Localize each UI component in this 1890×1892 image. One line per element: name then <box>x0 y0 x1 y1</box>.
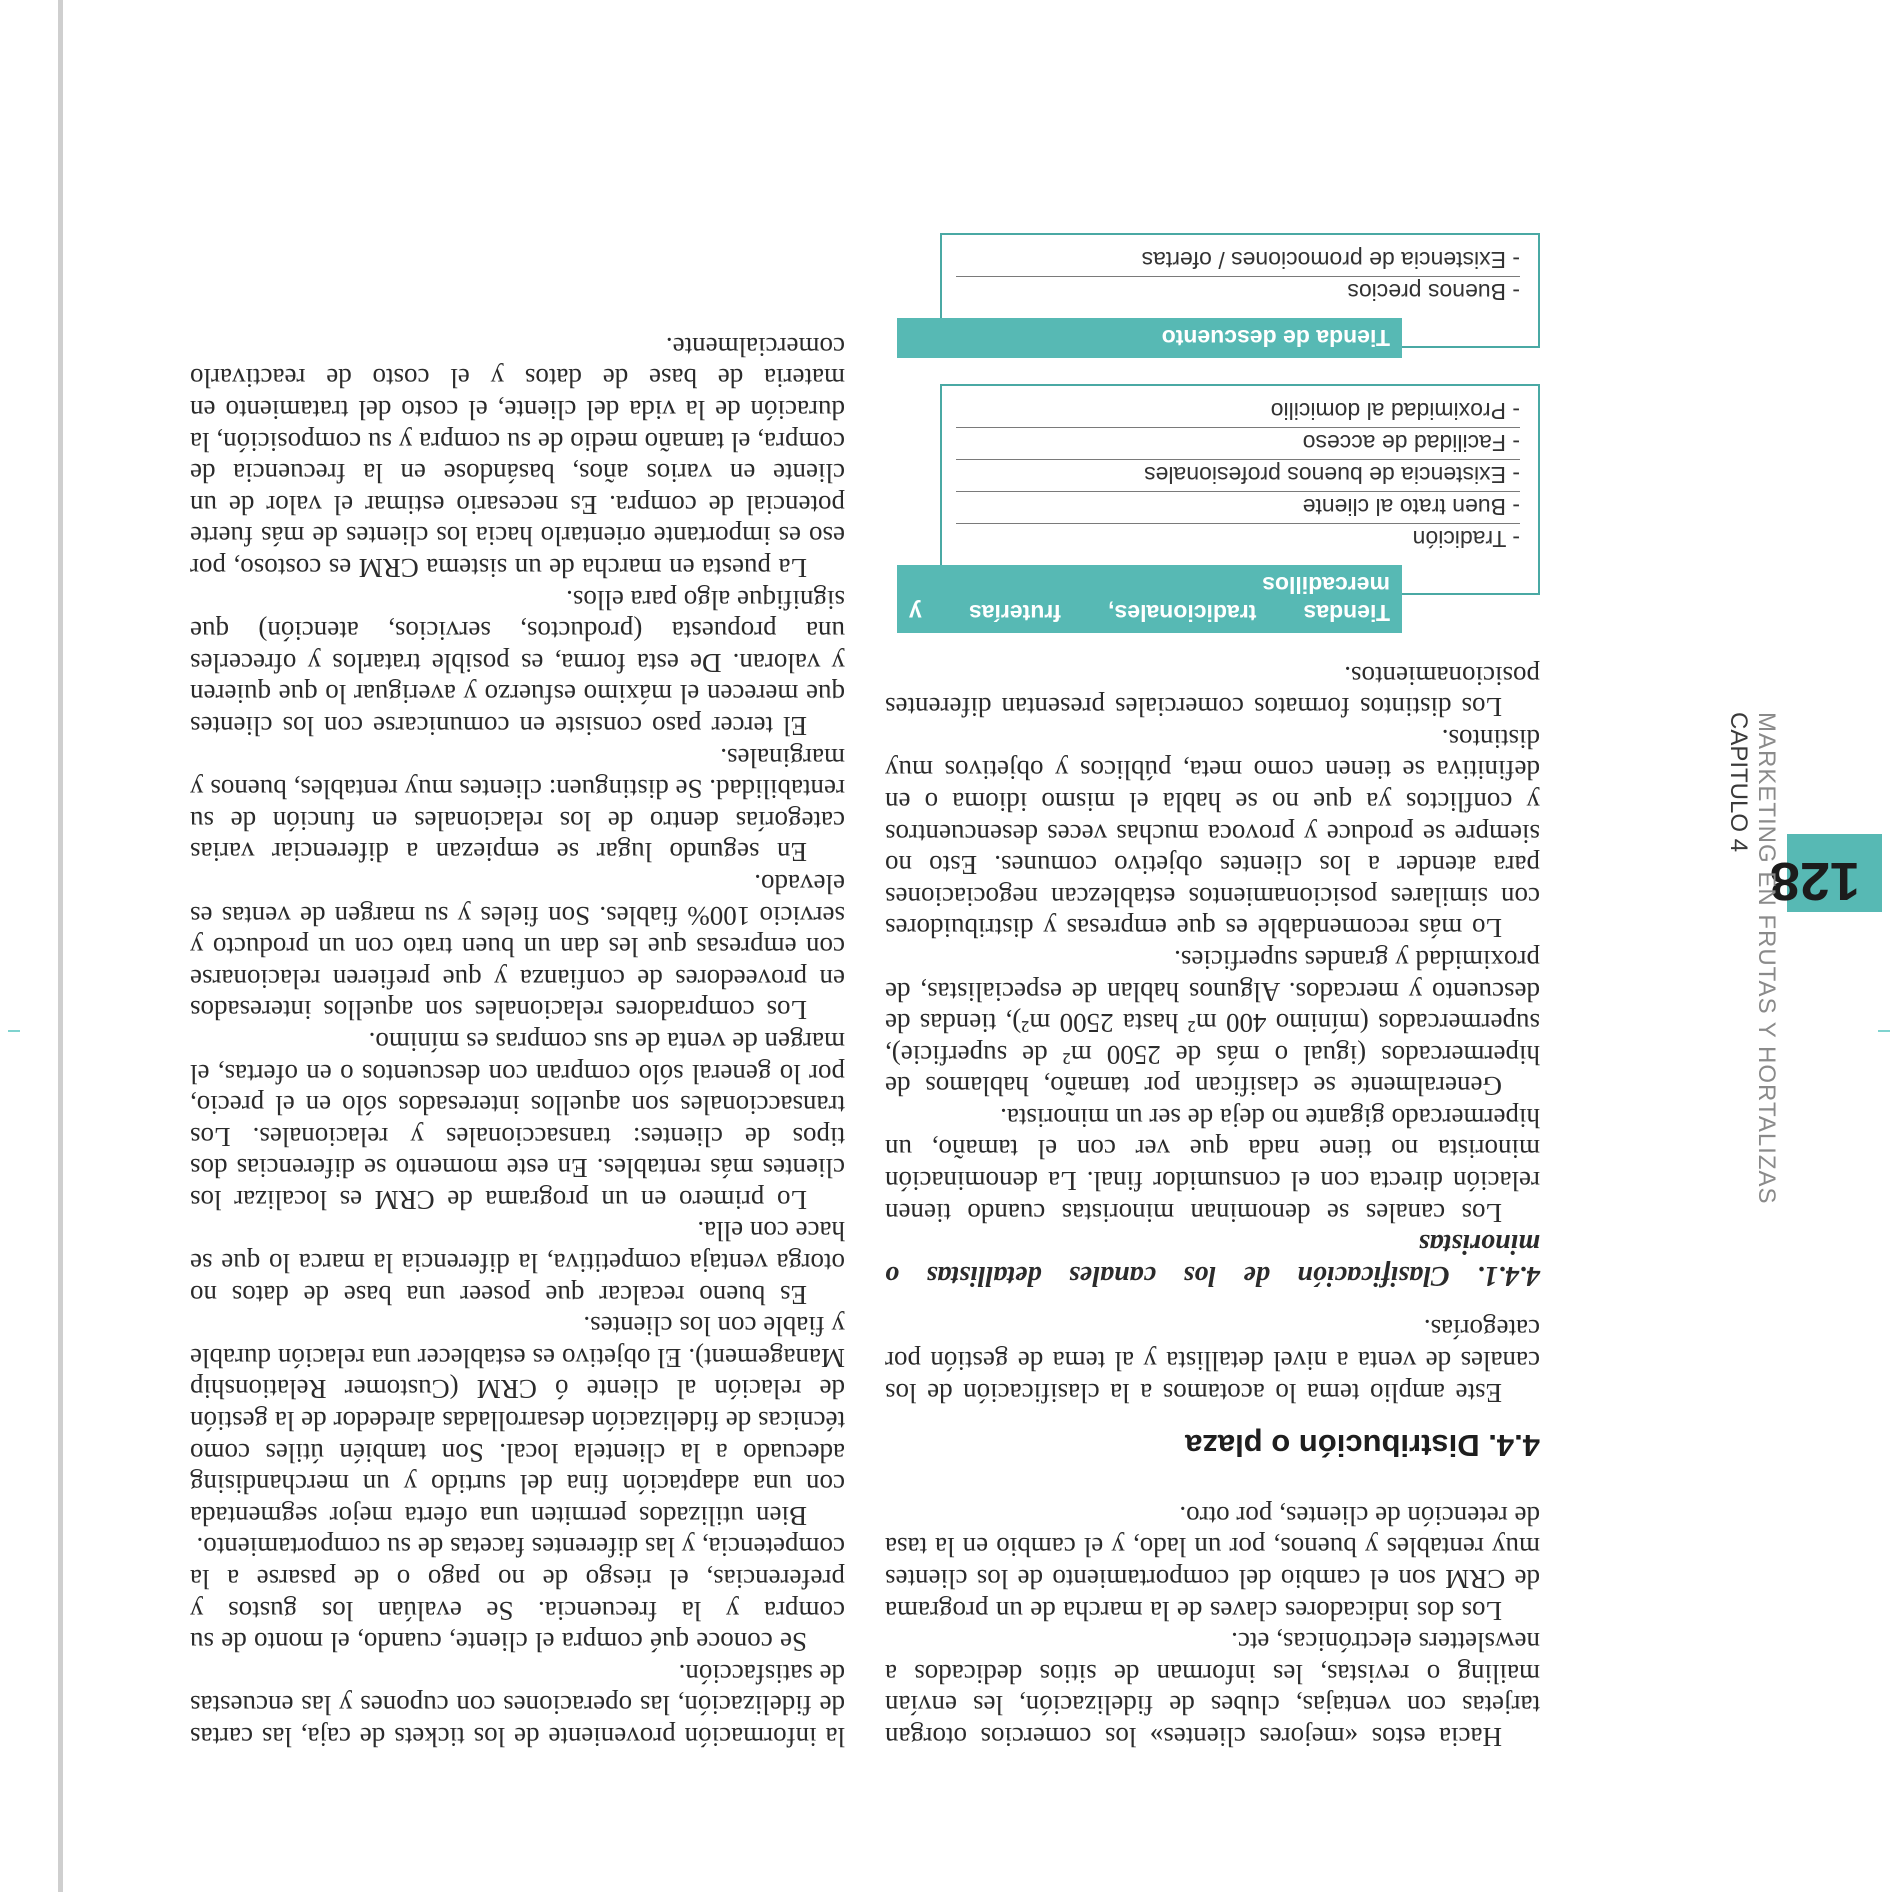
paragraph: Los distintos formatos comerciales presentan diferentes posicionamientos. <box>885 660 1540 723</box>
running-header-vertical <box>1700 712 1780 1312</box>
paragraph: Hacia estos «mejores clientes» los comercios otorgan tarjetas con ventajas, clubes de fidelización, les envían mailing o revistas, les informan de sitios dedicados a newsletters electrónicas, etc. <box>885 1627 1540 1752</box>
paragraph: Lo más recomendable es que empresas y distribuidores con similares posicionamientos establezcan negociaciones para atender a los clientes objetivo comunes. Esto no siempre se produce y provoca muchas veces desencuentros y conflictos ya que no se habla el mismo idioma o en definitiva se tienen como meta, públicos y objetivos muy distintos. <box>885 723 1540 944</box>
paragraph: Se conoce qué compra el cliente, cuando, el monto de su compra y la frecuencia. Se evalúan los gustos y preferencias, el riesgo de no pago o de pasarse a la competencia, y las diferentes facetas de su comportamiento. <box>190 1532 845 1658</box>
paragraph: La puesta en marcha de un sistema CRM es costoso, por eso es importante orientarlo hacia los clientes de más fuerte potencial de compra. Es necesario estimar el valor de un cliente en varios años, basándose en la frecuencia de compra, el tamaño medio de su compra y su composición, la duración de la vida del cliente, el costo del tratamiento en materia de base de datos y el costo de reactivarlo comercialmente. <box>190 331 845 584</box>
paragraph: El tercer paso consiste en comunicarse con los clientes que merecen el máximo esfuerzo y averiguar lo que quieren y valoran. De esta forma, es posible tratarlos y ofrecerles una propuesta (productos, servicios, atención) que signifique algo para ellos. <box>190 584 845 741</box>
section-heading: 4.4. Distribución o plaza <box>1185 1428 1540 1464</box>
paragraph: Los compradores relacionales son aquellos interesados en proveedores de confianza y que prefieren relacionarse con empresas que les dan un buen trato con un producto y servicio 100% fiables. Son fieles y su margen de ventas es elevado. <box>190 868 845 1026</box>
box-title: Tienda de descuento <box>897 318 1402 358</box>
right-column <box>190 330 845 1752</box>
box-item: - Buenos precios <box>956 276 1520 308</box>
scan-edge-line <box>58 0 63 1892</box>
paragraph: Es bueno recalcar que poseer una base de datos no otorga ventaja competitiva, la diferencia la marca lo que se hace con ella. <box>190 1216 845 1310</box>
paragraph: Generalmente se clasifican por tamaño, hablamos de hipermercados (igual o más de 2500 m² de superficie), supermercados (mínimo 400 m² hasta 2500 m²), tiendas de descuento y mercados. Algunos hablan de especialistas, de proximidad y grandes superficies. <box>885 944 1540 1102</box>
box-item: - Existencia de buenos profesionales <box>956 459 1520 491</box>
paragraph: En segundo lugar se empiezan a diferenciar varias categorías dentro de los relacionales en función de su rentabilidad. Se distinguen: clientes muy rentables, buenos y marginales. <box>190 742 845 868</box>
paragraph: Los canales se denominan minoristas cuando tienen relación directa con el consumidor final. La denominación minorista no tiene nada que ver con el tamaño, un hipermercado gigante no deja de ser un minorista. <box>885 1102 1540 1228</box>
margin-mark <box>1878 1030 1890 1032</box>
positioning-box-traditional <box>885 384 1540 633</box>
subsection-heading: 4.4.1. Clasificación de los canales detallistas o minoristas <box>885 1228 1540 1291</box>
box-item: - Proximidad al domicilio <box>1270 398 1520 424</box>
paragraph: Bien utilizados permiten una oferta mejor segmentada con una adaptación fina del surtido y un merchandising adecuado a la clientela local. Son también útiles como técnicas de fidelización desarrolladas alrededor de la gestión de relación al cliente ó CRM (Customer Relationship Management). El objetivo es establecer una relación durable y fiable con los clientes. <box>190 1311 845 1531</box>
running-title: MARKETING EN FRUTAS Y HORTALIZAS <box>1753 712 1780 1205</box>
page-number: 128 <box>1769 851 1860 911</box>
box-item: - Buen trato al cliente <box>956 491 1520 523</box>
paragraph: Lo primero en un programa de CRM es localizar los clientes más rentables. En este momento se diferencias dos tipos de clientes: transaccionales y relacionales. Los transaccionales son aquellos interesados sólo en el precio, por lo general sólo compran con descuentos o en ofertas, el margen de venta de sus compras es mínimo. <box>190 1026 845 1215</box>
box-title: Tiendas tradicionales, fruterías y mercadillos <box>897 565 1402 633</box>
box-item: - Facilidad de acceso <box>956 427 1520 459</box>
paragraph: Este amplio tema lo acotamos a la clasificación de los canales de venta a nivel detallista y al tema de gestión por categorías. <box>885 1314 1540 1408</box>
margin-mark <box>8 1030 20 1032</box>
box-item: - Existencia de promociones / ofertas <box>1141 247 1520 273</box>
paragraph: la información proveniente de los tickets de caja, las cartas de fidelización, las operaciones con cupones y las encuestas de satisfacción. <box>190 1658 845 1752</box>
left-column <box>885 233 1540 1752</box>
chapter-label: CAPITULO 4 <box>1725 712 1752 853</box>
box-item: - Tradición <box>956 523 1520 555</box>
positioning-box-discount <box>885 233 1540 358</box>
paragraph: Los dos indicadores claves de la marcha de un programa de CRM son el cambio del comportamiento de los clientes muy rentables y buenos, por un lado, y el cambio en la tasa de retención de clientes, por otro. <box>885 1500 1540 1626</box>
box-list <box>940 384 1540 595</box>
